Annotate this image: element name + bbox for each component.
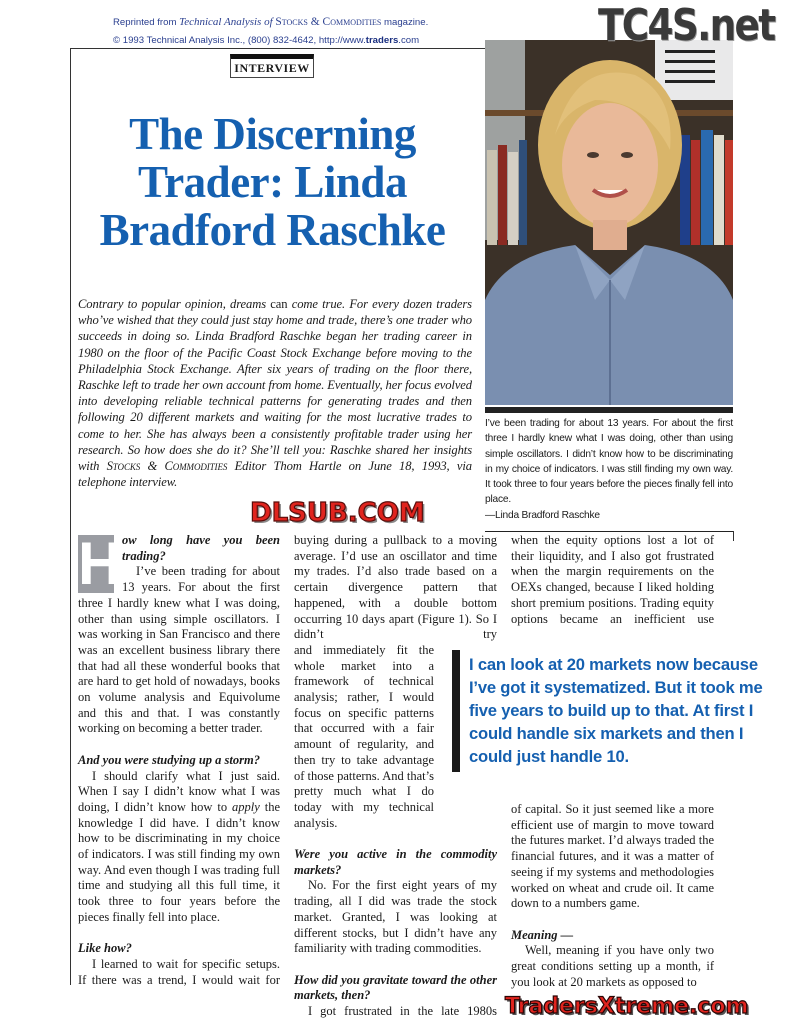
caption-attribution: —Linda Bradford Raschke — [485, 509, 600, 521]
header-rule — [70, 48, 485, 49]
caption-text: I’ve been trading for about 13 years. For about the first three I hardly knew what I was doing, other than using simple oscillators. I didn’t know how to be discriminating in my choice of indicators. I was still finding my own way. It took three to four years before the pieces finally fell into place. — [485, 418, 733, 506]
intro-text: Editor Thom Hartle on June 18, 1993, via telephone interview. — [78, 459, 472, 490]
copyright-suffix: .com — [398, 35, 420, 46]
intro-text-roman: can — [270, 297, 288, 311]
answer-emphasis: apply — [232, 799, 260, 814]
pull-quote-bar — [452, 650, 460, 772]
question: Meaning — — [511, 927, 574, 942]
answer: I learned to wait for specific setups. If there was a trend, I would wait for — [78, 956, 280, 987]
reprint-suffix: magazine. — [381, 17, 429, 28]
magazine-name-sc: Stocks & Commodities — [275, 16, 382, 28]
portrait-image — [485, 40, 733, 405]
column-3-top — [511, 533, 714, 627]
answer: Well, meaning if you have only two great conditions setting up a month, if you look at 20 markets as opposed to — [511, 943, 714, 989]
watermark-dlsub: DLSUB.COM — [250, 498, 425, 528]
reprint-prefix: Reprinted from — [113, 17, 180, 28]
pull-quote: I can look at 20 markets now because I’ve got it systematized. But it took me five years to build up to that. At first I could handle six markets and then I could just handle 10. — [469, 655, 763, 766]
watermark-tc4s: TC4S.net — [598, 0, 775, 51]
question: And you were studying up a storm? — [78, 752, 260, 767]
left-margin-rule — [70, 48, 71, 985]
drop-cap: H — [78, 530, 122, 597]
page-title — [80, 110, 465, 254]
answer — [78, 769, 280, 926]
answer: No. For the first eight years of my trading, all I did was trade the stock market. Granted, I was looking at different stocks, but I didn’t have any familiarity with trading commodities. — [294, 878, 497, 956]
copyright-notice — [113, 35, 419, 46]
answer: and immediately fit the whole market into a framework of technical analysis; rather, I would focus on specific patterns that occurred with a fair amount of regularity, and then try to take advantage of those patterns. And that’s pretty much what I do today with my technical analysis. — [294, 642, 434, 830]
question: How did you gravitate toward the other markets, then? — [294, 972, 497, 1003]
answer: buying during a pullback to a moving average. I’d use an oscillator and time my trades. I’d also trade based on a certain divergence pattern that happened, with a double bottom occurring 10 days apart (Figure 1). So I didn’t try — [294, 533, 497, 642]
question: ow long have you been trading? — [122, 533, 280, 563]
answer: I’ve been trading for about 13 years. For about the first three I hardly knew what I was doing, other than using simple oscillators. I was working in San Francisco and there was an excellent business library there that had all these wonderful books that are hard to get hold of nowadays, books on volume analysis and Equivolume and this and that. I was constantly working on becoming a better trader. — [78, 564, 280, 736]
answer: when the equity options lost a lot of their liquidity, and I also got frustrated when the margin requirements on the OEXs changed, because I liked holding short premium positions. Trading equity options became an inefficient use — [511, 533, 714, 626]
title-line: The Discerning — [129, 109, 416, 159]
answer-text: I should clarify what I just said. When I say I didn’t know what I was doing, I didn’t know how to — [78, 768, 280, 814]
section-label: INTERVIEW — [230, 54, 314, 78]
answer: of capital. So it just seemed like a more efficient use of margin to move toward the futures market. I’d always traded the financial futures, and it was a matter of seeing if my systems and methodologies worked on wheat and crude oil. It came down to a numbers game. — [511, 802, 714, 911]
question: Like how? — [78, 941, 132, 956]
magazine-name: Stocks & Commodities — [106, 459, 228, 474]
question: Were you active in the commodity markets? — [294, 847, 497, 877]
title-line: Trader: Linda — [138, 157, 407, 207]
column-1 — [78, 530, 280, 988]
intro-text: come true. For every dozen traders who’ve wished that they could just stay home and trade, there’s one trader who succeeds in doing so. Linda Bradford Raschke began her trading career in 1980 on the floor of the Pacific Coast Stock Exchange before moving to the Philadelphia Stock Exchange. After six years of trading on the floor there, Raschke left to trade her own account from home. Eventually, her focus evolved into developing reliable technical patterns for generating trades and then following 20 different markets and waiting for the most lucrative trades to come to her. She has always been a consistently profitable trader using her research. So how does she do it? She’ll tell you: Raschke shared her insights with — [78, 297, 472, 474]
reprint-notice — [113, 16, 428, 28]
portrait-photo — [485, 40, 733, 405]
title-line: Bradford Raschke — [99, 205, 446, 255]
column-2-top — [294, 533, 497, 1020]
copyright-text: © 1993 Technical Analysis Inc., (800) 832-4642, http://www. — [113, 35, 366, 46]
right-rule — [733, 531, 734, 541]
column-3-bottom — [511, 802, 714, 990]
magazine-name: Technical Analysis of — [179, 16, 276, 28]
intro-paragraph — [78, 296, 472, 490]
copyright-link-bold[interactable]: traders — [365, 35, 399, 46]
watermark-tradersxtreme: TradersXtreme.com — [505, 994, 749, 1019]
answer-text: the knowledge I did have. I didn’t know how to be discriminating in my choice of indicators. I was still finding my own way. And even though I was trading full time and studying all this full time, it took three to four years before the pieces finally fell into place. — [78, 799, 280, 924]
caption-rule — [485, 531, 733, 532]
intro-text: Contrary to popular opinion, dreams — [78, 297, 271, 311]
photo-caption — [485, 407, 733, 523]
answer: I got frustrated in the late 1980s — [308, 1004, 497, 1019]
